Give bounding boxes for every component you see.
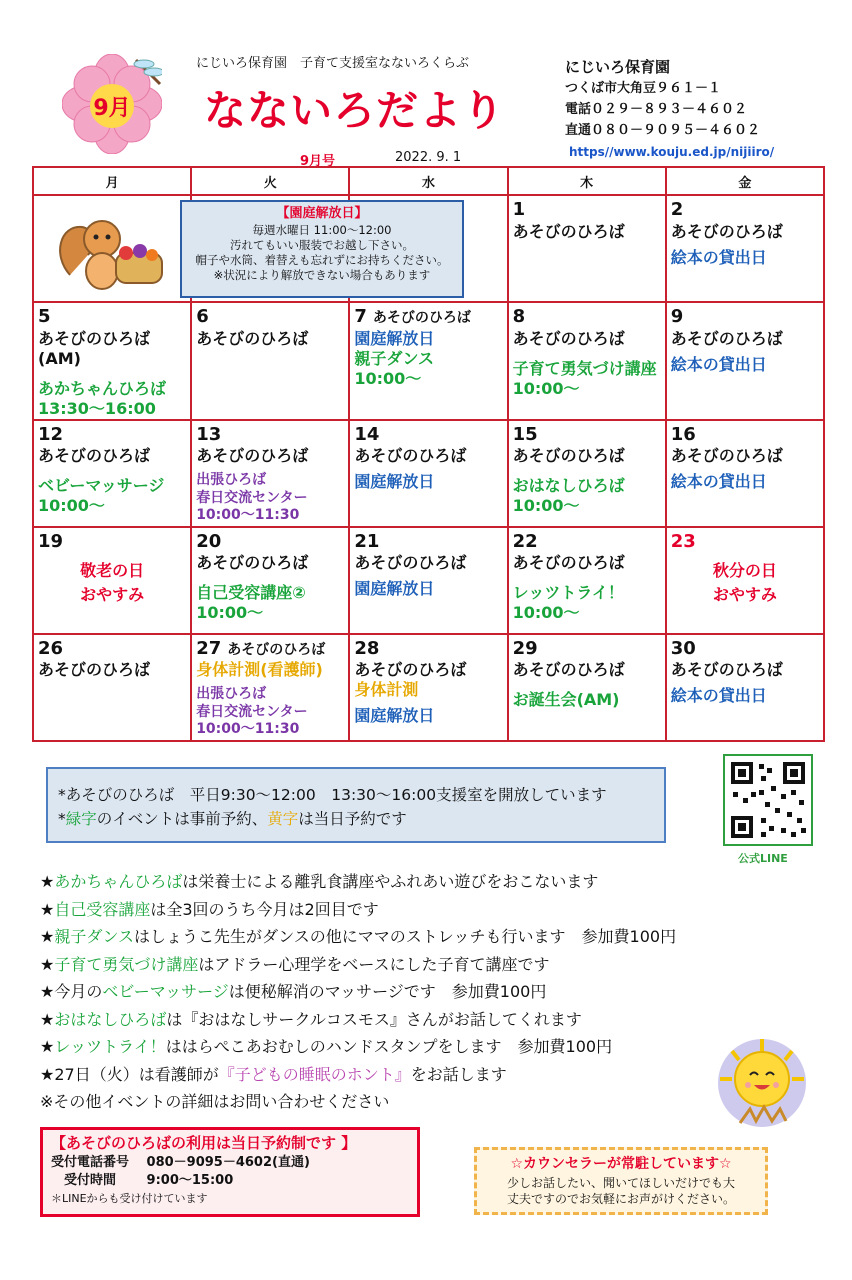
day-event: お誕生会(AM) [512, 690, 620, 709]
day-event: あそびのひろば [196, 328, 309, 348]
day-event: 13:30～16:00 [38, 398, 156, 418]
note-text: はアドラー心理学をベースにした子育て講座です [198, 954, 550, 974]
calendar-week-row [33, 634, 824, 741]
line-qr-code[interactable] [723, 754, 813, 846]
day-event: あそびのひろば [512, 446, 625, 465]
day-event: 10:00～ [512, 378, 580, 398]
day-number: 21 [354, 530, 380, 552]
qr-code-icon [725, 756, 811, 844]
weekday-header: 月 [33, 167, 191, 195]
day-number: 28 [354, 637, 380, 659]
day-number: 7 [354, 306, 367, 327]
calendar-day-cell [508, 420, 666, 527]
note-text: ★ [40, 1037, 55, 1056]
calendar-day-cell [191, 420, 349, 527]
note-line [40, 1033, 676, 1061]
day-event: 園庭解放日 [354, 579, 435, 598]
day-event: あそびのひろば [38, 660, 151, 679]
weekday-header: 水 [349, 167, 507, 195]
day-event: 10:00～ [196, 603, 264, 622]
info-box [46, 767, 666, 843]
day-event: あそびのひろば [670, 221, 783, 241]
calendar-day-cell [33, 420, 191, 527]
reservation-title: 【あそびのひろばの利用は当日予約制です 】 [51, 1134, 357, 1152]
note-text: は便秘解消のマッサージです 参加費100円 [228, 982, 547, 1001]
day-event: 身体計測(看護師) [196, 660, 323, 679]
garden-open-line: 帽子や水筒、着替えも忘れずにお持ちください。 [195, 253, 449, 267]
day-event: レッツトライ！ [512, 583, 624, 602]
calendar-weekday-row [33, 167, 824, 195]
qr-label: 公式LINE [738, 852, 788, 865]
note-line [40, 978, 676, 1006]
note-highlight: 自己受容講座 [54, 899, 151, 919]
day-event: おはなしひろば [512, 476, 625, 495]
day-number: 1 [512, 199, 526, 220]
garden-open-title: 【園庭解放日】 [276, 206, 368, 221]
day-event: あそびのひろば [354, 660, 467, 679]
garden-open-line: 毎週水曜日 11:00～12:00 [252, 223, 392, 237]
note-highlight: 親子ダンス [54, 927, 135, 946]
note-text: をお話します [410, 1064, 507, 1084]
info-yellow-word: 黄字 [267, 810, 299, 828]
garden-open-line: 汚れてもいい服装でお越し下さい。 [230, 238, 414, 252]
reservation-box [40, 1127, 420, 1217]
weekday-header: 木 [508, 167, 666, 195]
day-number: 19 [38, 530, 64, 552]
calendar-week-row [33, 302, 824, 420]
day-event: 10:00～ [512, 496, 580, 515]
day-event: 子育て勇気づけ講座 [512, 358, 657, 378]
info-text: のイベントは事前予約、 [96, 810, 268, 828]
day-event: あそびのひろば [354, 446, 467, 465]
org-address: つくば市大角豆９６１－１ [565, 81, 722, 96]
calendar-day-cell [349, 420, 507, 527]
info-line-1: *あそびのひろば 平日9:30～12:00 13:30～16:00支援室を開放しています [58, 786, 607, 804]
note-text: はしょうこ先生がダンスの他にママのストレッチも行います 参加費100円 [134, 927, 677, 946]
flower-badge-icon [62, 54, 162, 154]
day-event: 園庭解放日 [354, 706, 435, 725]
day-event: あそびのひろば [38, 446, 151, 465]
day-number: 2 [670, 199, 684, 220]
squirrel-basket-icon [52, 205, 172, 295]
info-text: は当日予約です [298, 810, 407, 828]
day-activity: あそびのひろば [372, 310, 471, 326]
calendar-day-cell [508, 634, 666, 741]
note-highlight: 子育て勇気づけ講座 [54, 954, 199, 974]
calendar-day-cell [508, 302, 666, 420]
day-event: あそびのひろば [512, 660, 625, 679]
note-text: は栄養士による離乳食講座やふれあい遊びをおこないます [182, 872, 599, 891]
note-highlight: おはなしひろば [54, 1009, 167, 1029]
day-event: 園庭解放日 [354, 472, 435, 491]
holiday-label: 秋分の日 [712, 561, 777, 580]
calendar-day-cell [349, 302, 507, 420]
calendar-day-cell [666, 420, 824, 527]
day-number: 30 [670, 637, 696, 659]
calendar-day-cell [191, 527, 349, 634]
day-event: あそびのひろば [196, 446, 309, 465]
calendar-week-row [33, 527, 824, 634]
header-subtitle: にじいろ保育園 子育て支援室なないろくらぶ [196, 56, 470, 71]
day-number: 8 [512, 306, 526, 327]
day-event: 春日交流センター [196, 489, 308, 506]
day-event: 出張ひろば [196, 686, 267, 702]
sun-character-icon [712, 1035, 812, 1130]
day-event: ベビーマッサージ [38, 476, 165, 495]
day-event: あそびのひろば [670, 328, 783, 348]
day-event: あそびのひろば [670, 446, 783, 465]
org-name: にじいろ保育園 [565, 58, 671, 76]
calendar-week-row [33, 420, 824, 527]
note-text: ★今月の [40, 982, 103, 1001]
day-event: 園庭解放日 [354, 328, 435, 348]
counselor-line-2: 丈夫ですのでお気軽にお声がけください。 [506, 1192, 735, 1206]
calendar-day-cell [666, 195, 824, 302]
note-text: ★27日（火）は看護師が [40, 1064, 219, 1084]
note-text: ★ [40, 927, 55, 946]
info-line-2 [58, 807, 664, 831]
day-event: 春日交流センター [196, 703, 308, 720]
day-event: あかちゃんひろば [38, 378, 167, 398]
note-line [40, 951, 676, 979]
day-event: 身体計測 [354, 680, 419, 699]
day-event: あそびのひろば [670, 660, 783, 679]
calendar-day-cell [33, 302, 191, 420]
day-event: 絵本の貸出日 [670, 686, 767, 705]
calendar-day-cell [508, 195, 666, 302]
reservation-hours: 受付時間 9:00～15:00 [51, 1173, 234, 1188]
day-event: 10:00～11:30 [196, 507, 300, 523]
day-number: 15 [512, 423, 538, 445]
issue-date: 2022. 9. 1 [395, 150, 462, 165]
day-number: 29 [512, 637, 538, 659]
day-number: 5 [38, 306, 51, 327]
day-event: 絵本の貸出日 [670, 472, 767, 491]
day-event: 10:00～ [512, 603, 580, 622]
day-event: あそびのひろば [512, 221, 625, 241]
org-url-link[interactable]: https//www.kouju.ed.jp/nijiiro/ [569, 145, 775, 159]
day-event: 10:00～ [38, 496, 105, 515]
calendar-day-cell [33, 634, 191, 741]
calendar-day-cell [349, 527, 507, 634]
org-phone: 電話０２９－８９３－４６０２ [565, 102, 748, 117]
holiday-label: おやすみ [80, 585, 145, 604]
holiday-label: おやすみ [712, 585, 777, 604]
day-number: 12 [38, 423, 64, 445]
day-event: あそびのひろば(AM) [38, 328, 151, 368]
note-highlight: 『子どもの睡眠のホント』 [218, 1064, 411, 1084]
note-highlight: あかちゃんひろば [54, 872, 183, 891]
day-number: 13 [196, 423, 222, 445]
note-line [40, 1006, 676, 1034]
note-text: ★ [40, 899, 55, 919]
info-text: * [58, 810, 66, 828]
day-event: 絵本の貸出日 [670, 247, 767, 267]
calendar-day-cell [666, 302, 824, 420]
day-activity: あそびのひろば [227, 641, 326, 658]
note-text: ★ [40, 954, 55, 974]
day-event: 10:00～ [354, 368, 422, 388]
day-event: 10:00～11:30 [196, 721, 300, 737]
note-line [40, 868, 676, 896]
badge-month: 9月 [93, 96, 131, 121]
org-direct-phone: 直通０８０－９０９５－４６０２ [565, 123, 761, 138]
note-line [40, 1061, 676, 1089]
calendar-day-cell [349, 634, 507, 741]
note-text: は全3回のうち今月は2回目です [150, 899, 379, 919]
page-title: なないろだより [204, 86, 506, 135]
calendar-day-cell [191, 302, 349, 420]
info-green-word: 緑字 [65, 810, 97, 828]
counselor-box [474, 1147, 768, 1215]
day-event: 自己受容講座② [196, 583, 306, 602]
org-contact [565, 56, 774, 163]
event-notes [40, 868, 676, 1116]
day-number: 6 [196, 306, 209, 327]
day-number: 9 [670, 306, 684, 327]
day-event: 出張ひろば [196, 472, 267, 488]
day-number: 16 [670, 423, 696, 445]
note-highlight: ベビーマッサージ [102, 982, 229, 1001]
issue-label: 9月号 [300, 154, 336, 169]
day-event: あそびのひろば [196, 553, 309, 572]
note-line [40, 1088, 676, 1116]
day-number: 27 [196, 637, 222, 659]
note-line [40, 923, 676, 951]
note-highlight: レッツトライ！ [54, 1037, 166, 1056]
weekday-header: 金 [666, 167, 824, 195]
calendar-day-cell [191, 634, 349, 741]
note-text: ※その他イベントの詳細はお問い合わせください [40, 1092, 390, 1111]
garden-open-line: ※状況により解放できない場合もあります [213, 268, 431, 282]
day-number: 26 [38, 637, 64, 659]
note-line [40, 896, 676, 924]
day-number: 22 [512, 530, 538, 552]
day-event: あそびのひろば [512, 553, 625, 572]
day-number: 20 [196, 530, 222, 552]
calendar-day-cell [666, 527, 824, 634]
note-text: ★ [40, 1009, 55, 1029]
reservation-line-note: ＊LINEからも受け付けています [51, 1192, 208, 1205]
reservation-phone: 受付電話番号 080－9095－4602(直通) [51, 1155, 310, 1170]
note-text: ★ [40, 872, 55, 891]
garden-open-notice [180, 200, 464, 298]
day-event: 親子ダンス [354, 348, 435, 368]
counselor-line-1: 少しお話したい、聞いてほしいだけでも大 [506, 1176, 735, 1190]
counselor-title: ☆カウンセラーが常駐しています☆ [510, 1156, 732, 1172]
calendar-day-cell [33, 527, 191, 634]
day-number: 14 [354, 423, 380, 445]
weekday-header: 火 [191, 167, 349, 195]
day-number: 23 [670, 530, 696, 552]
note-text: は『おはなしサークルコスモス』さんがお話してくれます [166, 1009, 582, 1029]
note-text: ははらぺこあおむしのハンドスタンプをします 参加費100円 [165, 1037, 613, 1056]
calendar-day-cell [666, 634, 824, 741]
holiday-label: 敬老の日 [80, 561, 145, 580]
day-event: あそびのひろば [512, 328, 625, 348]
day-event: あそびのひろば [354, 553, 467, 572]
day-event: 絵本の貸出日 [670, 354, 767, 374]
calendar-day-cell [508, 527, 666, 634]
